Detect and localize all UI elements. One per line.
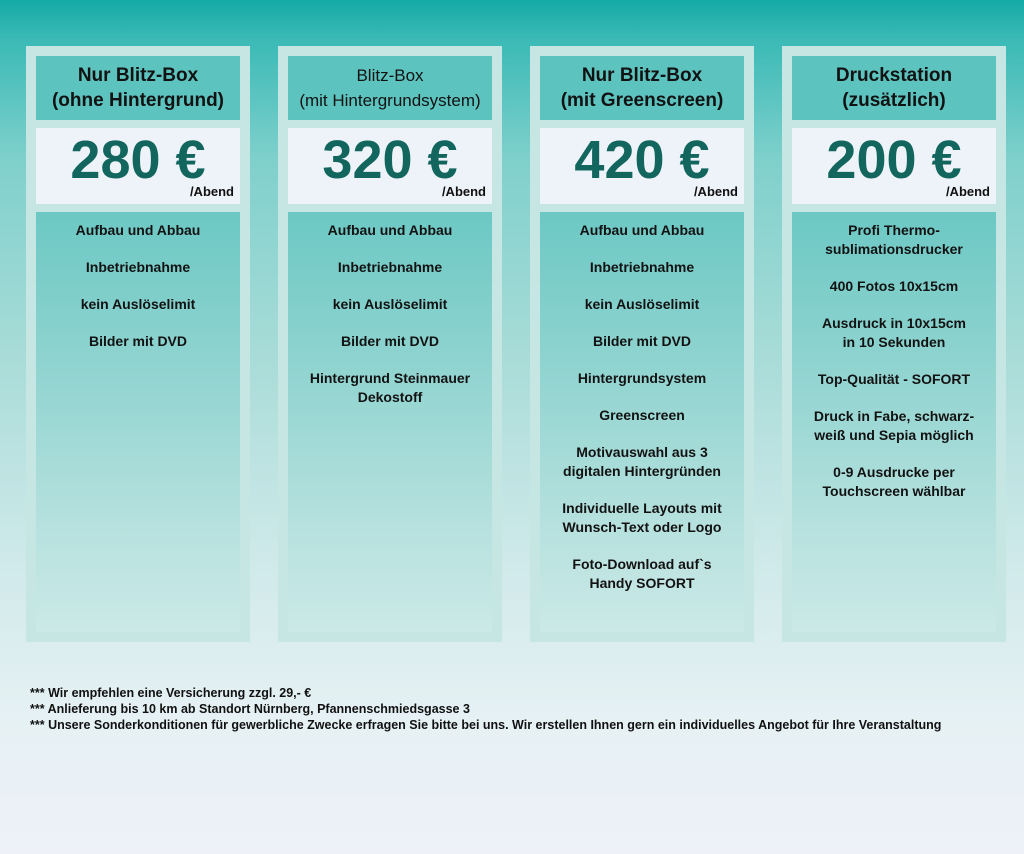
feature-list [792,212,996,632]
feature-item: Hintergrundsystem [577,370,707,386]
card-title-line: Nur Blitz-Box [77,65,199,86]
price-box [36,128,240,204]
footnote-commercial: *** Unsere Sonderkonditionen für gewerbliche Zwecke erfragen Sie bitte bei uns. Wir erstellen Ihnen gern ein individuelles Angebot für Ihre Veranstaltung [30,718,942,732]
footnote-delivery: *** Anlieferung bis 10 km ab Standort Nürnberg, Pfannenschmiedsgasse 3 [30,702,470,716]
feature-item: kein Auslöselimit [80,296,196,312]
feature-item: Aufbau und Abbau [327,222,453,238]
feature-list [288,212,492,632]
card-title-line: (ohne Hintergrund) [51,90,225,111]
feature-item: Foto-Download auf`s Handy SOFORT [572,556,712,591]
price-unit: /Abend [441,184,486,199]
feature-item: Individuelle Layouts mit Wunsch-Text oder Logo [562,500,722,535]
price-unit: /Abend [693,184,738,199]
pricing-card-blitz-box-hintergrundsystem [278,46,502,642]
feature-item: Bilder mit DVD [88,333,187,349]
feature-item: Bilder mit DVD [592,333,691,349]
price: 200 € [826,130,962,190]
feature-item: 400 Fotos 10x15cm [829,278,959,294]
feature-item: kein Auslöselimit [584,296,700,312]
card-title-line: Druckstation [835,65,953,86]
feature-item: Top-Qualität - SOFORT [817,371,971,387]
feature-item: Bilder mit DVD [340,333,439,349]
feature-list [36,212,240,632]
feature-item: Inbetriebnahme [85,259,191,275]
card-title-line: (mit Hintergrundsystem) [299,91,481,110]
pricing-card-blitz-box-ohne-hintergrund [26,46,250,642]
footnotes [30,685,941,733]
feature-item: Aufbau und Abbau [579,222,705,238]
feature-item: Inbetriebnahme [337,259,443,275]
price-box [288,128,492,204]
price: 420 € [574,130,710,190]
price-box [540,128,744,204]
feature-item: kein Auslöselimit [332,296,448,312]
feature-item: Inbetriebnahme [589,259,695,275]
card-title-line: (zusätzlich) [842,90,946,111]
card-title-line: Nur Blitz-Box [581,65,703,86]
feature-item: Greenscreen [599,407,685,423]
feature-item: Aufbau und Abbau [75,222,201,238]
card-title [36,56,240,120]
feature-item: Profi Thermo- sublimationsdrucker [825,222,963,257]
price-unit: /Abend [189,184,234,199]
price-unit: /Abend [945,184,990,199]
feature-item: Motivauswahl aus 3 digitalen Hintergründen [563,444,721,479]
price: 280 € [70,130,206,190]
feature-item: Druck in Fabe, schwarz- weiß und Sepia möglich [813,408,975,443]
feature-list [540,212,744,632]
footnote-insurance: *** Wir empfehlen eine Versicherung zzgl. 29,- € [30,686,312,700]
card-title [792,56,996,120]
feature-item: 0-9 Ausdrucke per Touchscreen wählbar [822,464,966,499]
price-box [792,128,996,204]
pricing-cards [26,46,1006,642]
pricing-card-druckstation [782,46,1006,642]
price: 320 € [322,130,458,190]
card-title-line: Blitz-Box [356,66,424,85]
card-title [288,56,492,120]
card-title [540,56,744,120]
pricing-card-blitz-box-greenscreen [530,46,754,642]
card-title-line: (mit Greenscreen) [560,90,724,111]
feature-item: Hintergrund Steinmauer Dekostoff [309,370,471,405]
feature-item: Ausdruck in 10x15cm in 10 Sekunden [822,315,966,350]
